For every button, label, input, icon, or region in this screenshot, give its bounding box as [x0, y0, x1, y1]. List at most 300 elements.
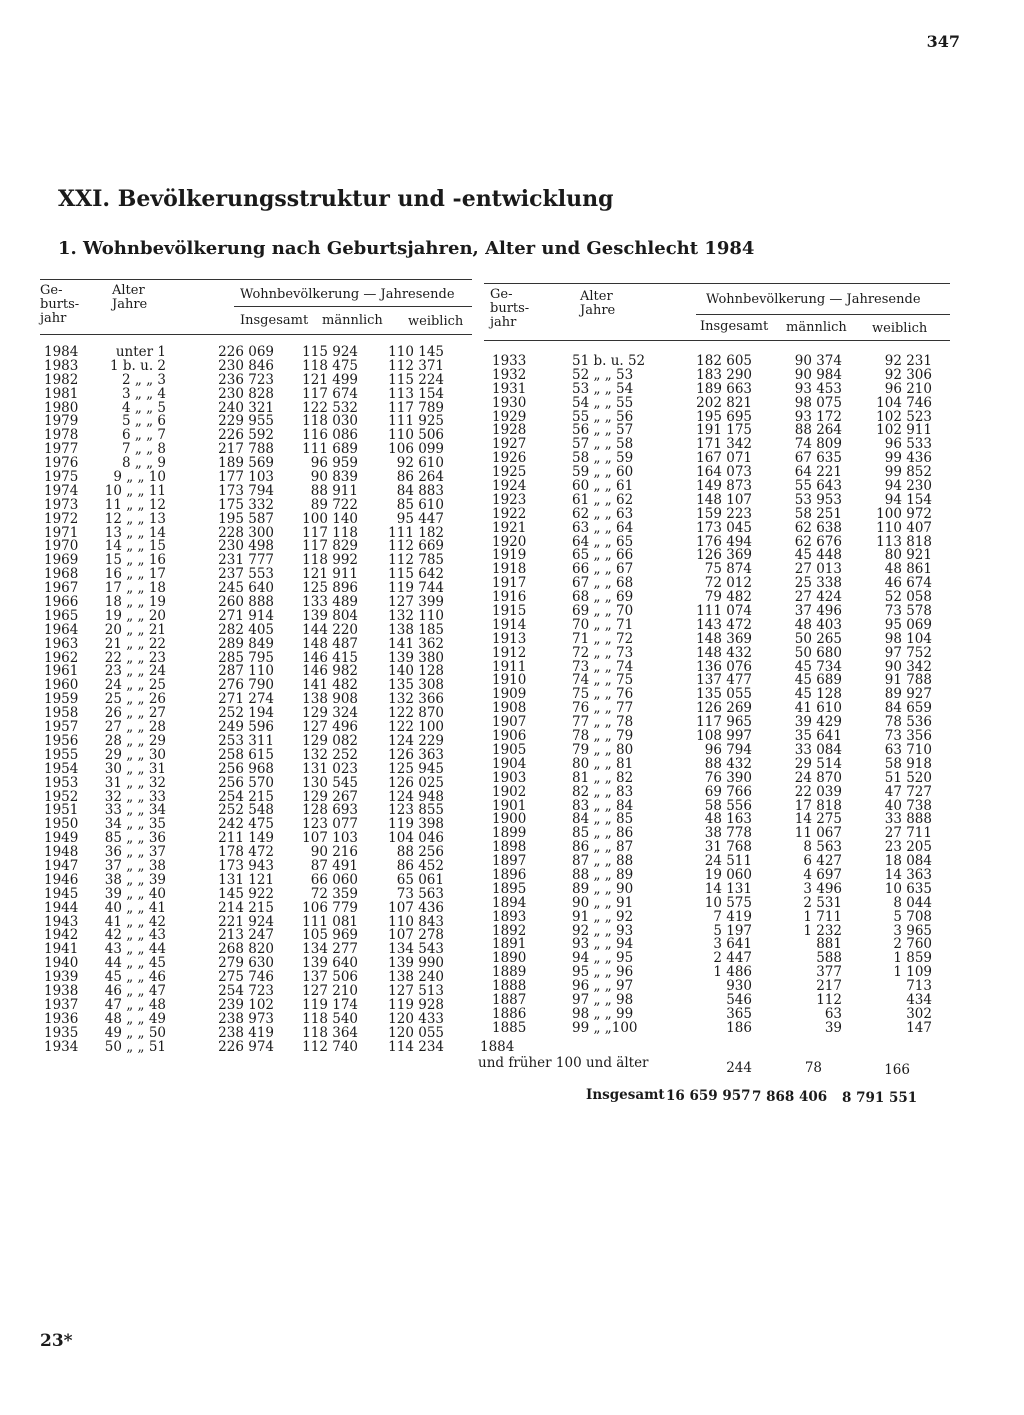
- cell-age: 85 „ „ 86: [572, 825, 634, 842]
- cell-year: 1902: [492, 783, 527, 800]
- cell-male: 45 734: [794, 658, 842, 675]
- cell-year: 1974: [44, 482, 79, 499]
- cell-male: 64 221: [794, 464, 842, 481]
- cell-female: 127 399: [388, 594, 444, 611]
- sum-row-male: 7 868 406: [752, 1089, 828, 1105]
- cell-age: 85 „ „ 36: [104, 830, 166, 847]
- cell-age: 29 „ „ 30: [104, 746, 166, 763]
- cell-year: 1953: [44, 774, 79, 791]
- cell-year: 1891: [492, 936, 527, 953]
- cell-total: 271 914: [218, 607, 274, 624]
- table-row: [492, 980, 932, 994]
- cell-female: 52 058: [884, 589, 932, 606]
- cell-age: 76 „ „ 77: [572, 700, 634, 717]
- header-total: Insgesamt: [240, 313, 309, 328]
- cell-age: 43 „ „ 44: [104, 941, 166, 958]
- cell-age: 63 „ „ 64: [572, 519, 634, 536]
- cell-total: 173 794: [218, 482, 274, 499]
- cell-year: 1941: [44, 941, 79, 958]
- cell-year: 1943: [44, 913, 79, 930]
- cell-female: 115 642: [388, 566, 444, 583]
- cell-total: 58 556: [704, 797, 752, 814]
- cell-male: 588: [816, 950, 842, 967]
- cell-total: 126 369: [696, 547, 752, 564]
- cell-female: 90 342: [884, 658, 932, 675]
- cell-total: 171 342: [696, 436, 752, 453]
- cell-year: 1899: [492, 825, 527, 842]
- cell-age: 74 „ „ 75: [572, 672, 634, 689]
- cell-year: 1885: [492, 1019, 527, 1036]
- cell-female: 147: [906, 1019, 932, 1036]
- cell-total: 3 641: [713, 936, 752, 953]
- cell-total: 31 768: [704, 839, 752, 856]
- cell-female: 46 674: [884, 575, 932, 592]
- cell-male: 131 023: [302, 760, 358, 777]
- cell-female: 86 452: [396, 857, 444, 874]
- cell-female: 92 306: [884, 366, 932, 383]
- cell-year: 1949: [44, 830, 79, 847]
- cell-total: 69 766: [704, 783, 752, 800]
- cell-female: 110 145: [388, 344, 444, 360]
- cell-total: 252 194: [218, 705, 274, 722]
- cell-male: 25 338: [794, 575, 842, 592]
- cell-age: 42 „ „ 43: [104, 927, 166, 944]
- cell-total: 214 215: [218, 899, 274, 916]
- cell-male: 217: [816, 978, 842, 995]
- cell-age: 89 „ „ 90: [572, 880, 634, 897]
- cell-total: 183 290: [696, 366, 752, 383]
- cell-male: 118 992: [302, 552, 358, 569]
- cell-total: 159 223: [696, 505, 752, 522]
- cell-year: 1971: [44, 524, 79, 541]
- cell-female: 84 659: [884, 700, 932, 717]
- header-bottom-rule: [40, 334, 472, 335]
- cell-total: 256 570: [218, 774, 274, 791]
- final-row-male: 78: [804, 1060, 822, 1076]
- cell-female: 33 888: [884, 811, 932, 828]
- cell-age: 39 „ „ 40: [104, 885, 166, 902]
- cell-total: 285 795: [218, 649, 274, 666]
- cell-female: 117 789: [388, 399, 444, 416]
- cell-year: 1912: [492, 644, 527, 661]
- cell-total: 189 663: [696, 380, 752, 397]
- header-top-rule: [484, 283, 950, 284]
- cell-total: 242 475: [218, 816, 274, 833]
- cell-age: 57 „ „ 58: [572, 436, 634, 453]
- cell-age: 30 „ „ 31: [104, 760, 166, 777]
- cell-total: 546: [726, 991, 752, 1008]
- cell-male: 146 415: [302, 649, 358, 666]
- cell-male: 27 013: [794, 561, 842, 578]
- cell-female: 95 447: [396, 510, 444, 527]
- cell-total: 238 419: [218, 1024, 274, 1041]
- cell-age: 9 „ „ 10: [113, 469, 166, 486]
- cell-male: 106 779: [302, 899, 358, 916]
- cell-year: 1939: [44, 969, 79, 986]
- cell-year: 1947: [44, 857, 79, 874]
- cell-female: 96 210: [884, 380, 932, 397]
- cell-female: 102 523: [876, 408, 932, 425]
- cell-age: 82 „ „ 83: [572, 783, 634, 800]
- cell-female: 141 362: [388, 635, 444, 652]
- cell-year: 1981: [44, 385, 79, 402]
- cell-age: 13 „ „ 14: [104, 524, 166, 541]
- cell-year: 1961: [44, 663, 79, 680]
- cell-total: 271 274: [218, 691, 274, 708]
- cell-male: 141 482: [302, 677, 358, 694]
- cell-year: 1906: [492, 728, 527, 745]
- cell-year: 1960: [44, 677, 79, 694]
- cell-year: 1898: [492, 839, 527, 856]
- cell-male: 67 635: [794, 450, 842, 467]
- cell-total: 221 924: [218, 913, 274, 930]
- cell-female: 107 278: [388, 927, 444, 944]
- cell-female: 51 520: [884, 769, 932, 786]
- cell-age: 10 „ „ 11: [104, 482, 166, 499]
- cell-female: 80 921: [884, 547, 932, 564]
- cell-female: 94 230: [884, 478, 932, 495]
- cell-year: 1942: [44, 927, 79, 944]
- table-row: [44, 1038, 464, 1055]
- final-row-female: 166: [884, 1062, 910, 1078]
- cell-male: 117 118: [302, 524, 358, 541]
- cell-male: 98 075: [794, 394, 842, 411]
- cell-female: 120 433: [388, 1010, 444, 1027]
- cell-total: 237 553: [218, 566, 274, 583]
- cell-female: 102 911: [876, 422, 932, 439]
- cell-year: 1976: [44, 455, 79, 472]
- cell-total: 258 615: [218, 746, 274, 763]
- cell-male: 118 540: [302, 1010, 358, 1027]
- cell-male: 130 545: [302, 774, 358, 791]
- cell-total: 249 596: [218, 719, 274, 736]
- cell-total: 173 045: [696, 519, 752, 536]
- cell-female: 73 578: [884, 603, 932, 620]
- cell-year: 1978: [44, 427, 79, 444]
- cell-total: 252 548: [218, 802, 274, 819]
- cell-male: 63: [824, 1005, 842, 1022]
- cell-female: 65 061: [396, 871, 444, 888]
- cell-total: 279 630: [218, 955, 274, 972]
- cell-female: 27 711: [884, 825, 932, 842]
- cell-year: 1938: [44, 982, 79, 999]
- cell-age: 81 „ „ 82: [572, 769, 634, 786]
- cell-female: 434: [906, 991, 932, 1008]
- cell-female: 73 356: [884, 728, 932, 745]
- cell-year: 1934: [44, 1038, 79, 1055]
- cell-female: 73 563: [396, 885, 444, 902]
- cell-age: 58 „ „ 59: [572, 450, 634, 467]
- cell-year: 1950: [44, 816, 79, 833]
- cell-year: 1919: [492, 547, 527, 564]
- final-row-year: 1884: [480, 1039, 515, 1055]
- cell-total: 117 965: [696, 714, 752, 731]
- cell-female: 132 366: [388, 691, 444, 708]
- cell-male: 35 641: [794, 728, 842, 745]
- table-row: [492, 991, 932, 1008]
- cell-female: 23 205: [884, 839, 932, 856]
- cell-total: 96 794: [704, 741, 752, 758]
- cell-male: 129 324: [302, 705, 358, 722]
- cell-total: 148 369: [696, 630, 752, 647]
- table-row: [492, 1005, 932, 1022]
- cell-year: 1886: [492, 1005, 527, 1022]
- cell-total: 213 247: [218, 927, 274, 944]
- cell-male: 45 128: [794, 686, 842, 703]
- cell-age: 78 „ „ 79: [572, 728, 634, 745]
- table-title: 1. Wohnbevölkerung nach Geburtsjahren, Alter und Geschlecht 1984: [58, 238, 755, 259]
- cell-age: 94 „ „ 95: [572, 950, 634, 967]
- cell-age: unter 1: [115, 344, 166, 360]
- cell-year: 1972: [44, 510, 79, 527]
- cell-female: 134 543: [388, 941, 444, 958]
- cell-total: 177 103: [218, 469, 274, 486]
- cell-total: 175 332: [218, 496, 274, 513]
- cell-female: 120 055: [388, 1024, 444, 1041]
- cell-age: 53 „ „ 54: [572, 380, 634, 397]
- cell-year: 1932: [492, 366, 527, 383]
- cell-female: 112 669: [388, 538, 444, 555]
- cell-male: 115 924: [302, 344, 358, 360]
- cell-age: 21 „ „ 22: [104, 635, 166, 652]
- cell-year: 1952: [44, 788, 79, 805]
- cell-year: 1963: [44, 635, 79, 652]
- cell-female: 89 927: [884, 686, 932, 703]
- cell-female: 1 109: [893, 964, 932, 981]
- cell-total: 228 300: [218, 524, 274, 541]
- cell-male: 133 489: [302, 594, 358, 611]
- cell-age: 65 „ „ 66: [572, 547, 634, 564]
- cell-female: 2 760: [893, 936, 932, 953]
- cell-male: 88 264: [794, 422, 842, 439]
- cell-year: 1895: [492, 880, 527, 897]
- header-male: männlich: [786, 320, 847, 335]
- cell-total: 48 163: [704, 811, 752, 828]
- cell-total: 148 107: [696, 491, 752, 508]
- cell-female: 99 436: [884, 450, 932, 467]
- cell-year: 1936: [44, 1010, 79, 1027]
- header-age: Alter Jahre: [112, 283, 148, 312]
- cell-year: 1962: [44, 649, 79, 666]
- cell-year: 1982: [44, 371, 79, 388]
- cell-female: 713: [906, 978, 932, 995]
- cell-total: 202 821: [696, 394, 752, 411]
- cell-total: 226 069: [218, 344, 274, 360]
- cell-year: 1928: [492, 422, 527, 439]
- cell-total: 1 486: [713, 964, 752, 981]
- cell-female: 104 746: [876, 394, 932, 411]
- cell-male: 116 086: [302, 427, 358, 444]
- cell-year: 1921: [492, 519, 527, 536]
- cell-age: 99 „ „100: [572, 1019, 638, 1036]
- cell-male: 112 740: [302, 1038, 358, 1055]
- cell-male: 146 982: [302, 663, 358, 680]
- left-data-block: [44, 346, 464, 1054]
- cell-total: 88 432: [704, 755, 752, 772]
- header-top-rule: [40, 279, 472, 280]
- footer-signature-mark: 23*: [40, 1331, 73, 1351]
- cell-total: 186: [726, 1019, 752, 1036]
- header-bottom-rule: [484, 340, 950, 341]
- cell-female: 98 104: [884, 630, 932, 647]
- header-group-rule: [696, 314, 950, 315]
- cell-male: 100 140: [302, 510, 358, 527]
- cell-age: 66 „ „ 67: [572, 561, 634, 578]
- cell-year: 1927: [492, 436, 527, 453]
- cell-age: 60 „ „ 61: [572, 478, 634, 495]
- cell-male: 29 514: [794, 755, 842, 772]
- cell-total: 2 447: [713, 950, 752, 967]
- cell-total: 230 846: [218, 357, 274, 374]
- cell-female: 63 710: [884, 741, 932, 758]
- cell-age: 50 „ „ 51: [104, 1038, 166, 1055]
- cell-year: 1980: [44, 399, 79, 416]
- cell-age: 49 „ „ 50: [104, 1024, 166, 1041]
- cell-age: 23 „ „ 24: [104, 663, 166, 680]
- cell-male: 137 506: [302, 969, 358, 986]
- cell-year: 1955: [44, 746, 79, 763]
- cell-female: 104 046: [388, 830, 444, 847]
- cell-year: 1916: [492, 589, 527, 606]
- cell-total: 254 723: [218, 982, 274, 999]
- cell-age: 95 „ „ 96: [572, 964, 634, 981]
- cell-year: 1913: [492, 630, 527, 647]
- cell-female: 119 398: [388, 816, 444, 833]
- cell-year: 1922: [492, 505, 527, 522]
- header-female: weiblich: [872, 321, 928, 336]
- cell-male: 39: [824, 1019, 842, 1036]
- header-age: Alter Jahre: [580, 289, 616, 318]
- cell-year: 1890: [492, 950, 527, 967]
- cell-total: 164 073: [696, 464, 752, 481]
- cell-year: 1948: [44, 844, 79, 861]
- cell-female: 96 533: [884, 436, 932, 453]
- cell-male: 50 680: [794, 644, 842, 661]
- cell-age: 11 „ „ 12: [104, 496, 166, 513]
- cell-year: 1926: [492, 450, 527, 467]
- cell-total: 195 587: [218, 510, 274, 527]
- cell-female: 115 224: [388, 371, 444, 388]
- cell-age: 18 „ „ 19: [104, 594, 166, 611]
- cell-age: 31 „ „ 32: [104, 774, 166, 791]
- cell-year: 1894: [492, 894, 527, 911]
- cell-total: 14 131: [704, 880, 752, 897]
- cell-female: 127 513: [388, 982, 444, 999]
- cell-male: 128 693: [302, 802, 358, 819]
- cell-age: 54 „ „ 55: [572, 394, 634, 411]
- cell-female: 111 925: [388, 413, 444, 430]
- cell-year: 1907: [492, 714, 527, 731]
- cell-male: 37 496: [794, 603, 842, 620]
- sum-row-female: 8 791 551: [842, 1090, 918, 1106]
- cell-female: 110 506: [388, 427, 444, 444]
- cell-total: 226 974: [218, 1038, 274, 1055]
- cell-age: 72 „ „ 73: [572, 644, 634, 661]
- cell-male: 129 082: [302, 732, 358, 749]
- cell-male: 48 403: [794, 616, 842, 633]
- cell-age: 87 „ „ 88: [572, 853, 634, 870]
- cell-total: 136 076: [696, 658, 752, 675]
- cell-male: 90 374: [794, 353, 842, 369]
- cell-total: 182 605: [696, 353, 752, 369]
- cell-male: 122 532: [302, 399, 358, 416]
- table-row: [492, 966, 932, 980]
- cell-total: 256 968: [218, 760, 274, 777]
- cell-male: 45 689: [794, 672, 842, 689]
- table-row: [492, 1019, 932, 1036]
- cell-year: 1903: [492, 769, 527, 786]
- cell-female: 139 990: [388, 955, 444, 972]
- cell-age: 61 „ „ 62: [572, 491, 634, 508]
- cell-age: 4 „ „ 5: [121, 399, 166, 416]
- cell-total: 189 569: [218, 455, 274, 472]
- cell-male: 105 969: [302, 927, 358, 944]
- cell-male: 11 067: [794, 825, 842, 842]
- cell-total: 75 874: [704, 561, 752, 578]
- cell-total: 24 511: [704, 853, 752, 870]
- cell-year: 1911: [492, 658, 527, 675]
- cell-age: 98 „ „ 99: [572, 1005, 634, 1022]
- cell-male: 111 689: [302, 441, 358, 458]
- cell-total: 211 149: [218, 830, 274, 847]
- cell-male: 111 081: [302, 913, 358, 930]
- cell-female: 139 380: [388, 649, 444, 666]
- cell-female: 106 099: [388, 441, 444, 458]
- cell-female: 110 407: [876, 519, 932, 536]
- cell-total: 365: [726, 1005, 752, 1022]
- cell-year: 1931: [492, 380, 527, 397]
- cell-year: 1935: [44, 1024, 79, 1041]
- cell-year: 1967: [44, 580, 79, 597]
- cell-female: 123 855: [388, 802, 444, 819]
- cell-male: 132 252: [302, 746, 358, 763]
- cell-female: 1 859: [893, 950, 932, 967]
- cell-total: 10 575: [704, 894, 752, 911]
- cell-male: 112: [816, 991, 842, 1008]
- cell-female: 107 436: [388, 899, 444, 916]
- cell-female: 138 185: [388, 621, 444, 638]
- cell-female: 92 231: [884, 353, 932, 369]
- cell-male: 17 818: [794, 797, 842, 814]
- cell-year: 1917: [492, 575, 527, 592]
- cell-male: 134 277: [302, 941, 358, 958]
- cell-age: 97 „ „ 98: [572, 991, 634, 1008]
- cell-total: 229 955: [218, 413, 274, 430]
- cell-male: 90 839: [310, 469, 358, 486]
- cell-female: 111 182: [388, 524, 444, 541]
- cell-age: 80 „ „ 81: [572, 755, 634, 772]
- cell-age: 19 „ „ 20: [104, 607, 166, 624]
- cell-age: 77 „ „ 78: [572, 714, 634, 731]
- cell-female: 126 363: [388, 746, 444, 763]
- cell-age: 46 „ „ 47: [104, 982, 166, 999]
- cell-female: 86 264: [396, 469, 444, 486]
- cell-female: 88 256: [396, 844, 444, 861]
- cell-total: 143 472: [696, 616, 752, 633]
- table-row: [492, 952, 932, 966]
- cell-male: 125 896: [302, 580, 358, 597]
- cell-year: 1915: [492, 603, 527, 620]
- cell-total: 79 482: [704, 589, 752, 606]
- cell-male: 3 496: [803, 880, 842, 897]
- cell-female: 124 948: [388, 788, 444, 805]
- table-row: [492, 922, 932, 939]
- cell-year: 1979: [44, 413, 79, 430]
- cell-age: 34 „ „ 35: [104, 816, 166, 833]
- cell-year: 1983: [44, 357, 79, 374]
- cell-year: 1930: [492, 394, 527, 411]
- cell-male: 24 870: [794, 769, 842, 786]
